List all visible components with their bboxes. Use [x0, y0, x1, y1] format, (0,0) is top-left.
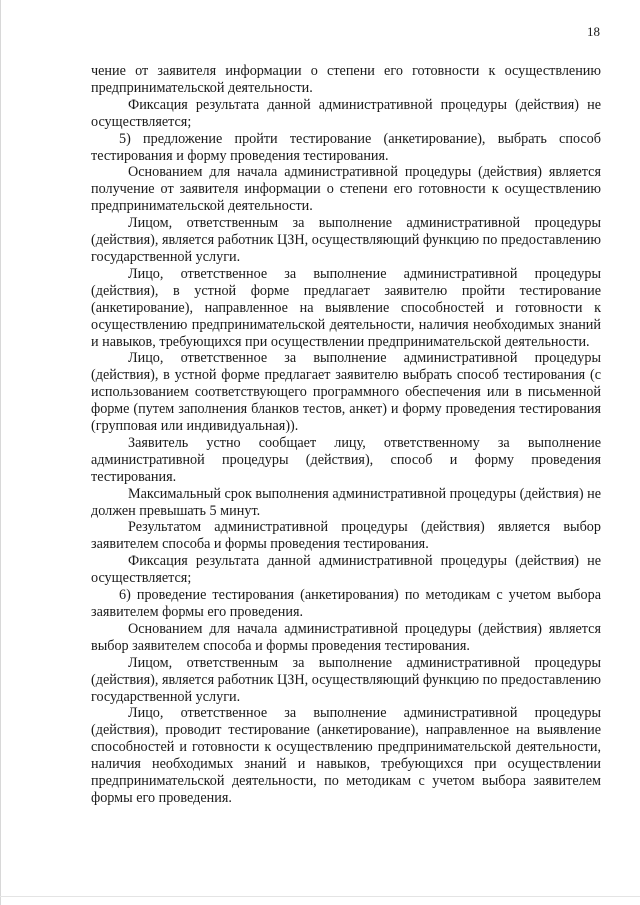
paragraph: Фиксация результата данной административной процедуры (действия) не осуществляется;: [91, 553, 601, 587]
paragraph-item-6: 6) проведение тестирования (анкетирования) по методикам с учетом выбора заявителем формы его проведения.: [91, 587, 601, 620]
page-number: 18: [587, 24, 600, 39]
paragraph: Лицом, ответственным за выполнение административной процедуры (действия), является работник ЦЗН, осуществляющий функцию по предоставлению государственной услуги.: [91, 215, 601, 265]
scan-edge-line: [0, 0, 1, 905]
paragraph: Лицо, ответственное за выполнение административной процедуры (действия), в устной форме предлагает заявителю пройти тестирование (анкетирование), направленное на выявление способностей и готовности к осуществлению предпринимательской деятельности, наличия необходимых знаний и навыков, требующихся при осуществлении предпринимательской деятельности.: [91, 265, 601, 350]
paragraph: Лицо, ответственное за выполнение административной процедуры (действия), в устной форме предлагает заявителю выбрать способ тестирования (с использованием соответствующего программного обеспечения или в письменной форме (путем заполнения бланков тестов, анкет) и форму проведения тестирования (групповая или индивидуальная)).: [91, 350, 601, 435]
scan-bottom-line: [0, 896, 640, 897]
document-body: [91, 63, 601, 807]
paragraph: Результатом административной процедуры (действия) является выбор заявителем способа и формы проведения тестирования.: [91, 519, 601, 553]
paragraph: Максимальный срок выполнения административной процедуры (действия) не должен превышать 5 минут.: [91, 485, 601, 519]
paragraph: Фиксация результата данной административной процедуры (действия) не осуществляется;: [91, 96, 601, 130]
paragraph: Основанием для начала административной процедуры (действия) является получение от заявителя информации о степени его готовности к осуществлению предпринимательской деятельности.: [91, 164, 601, 215]
paragraph: Заявитель устно сообщает лицу, ответственному за выполнение административной процедуры (действия), способ и форму проведения тестирования.: [91, 434, 601, 485]
paragraph: Лицо, ответственное за выполнение административной процедуры (действия), проводит тестирование (анкетирование), направленное на выявление способностей и готовности к осуществлению предпринимательской деятельности, наличия необходимых знаний и навыков, требующихся при осуществлении предпринимательской деятельности, по методикам с учетом выбора заявителем формы его проведения.: [91, 705, 601, 806]
paragraph-item-5: 5) предложение пройти тестирование (анкетирование), выбрать способ тестирования и форму проведения тестирования.: [91, 130, 601, 164]
paragraph: Основанием для начала административной процедуры (действия) является выбор заявителем способа и формы проведения тестирования.: [91, 620, 601, 654]
paragraph: Лицом, ответственным за выполнение административной процедуры (действия), является работник ЦЗН, осуществляющий функцию по предоставлению государственной услуги.: [91, 654, 601, 705]
paragraph-continuation: чение от заявителя информации о степени его готовности к осуществлению предпринимательской деятельности.: [91, 63, 601, 96]
